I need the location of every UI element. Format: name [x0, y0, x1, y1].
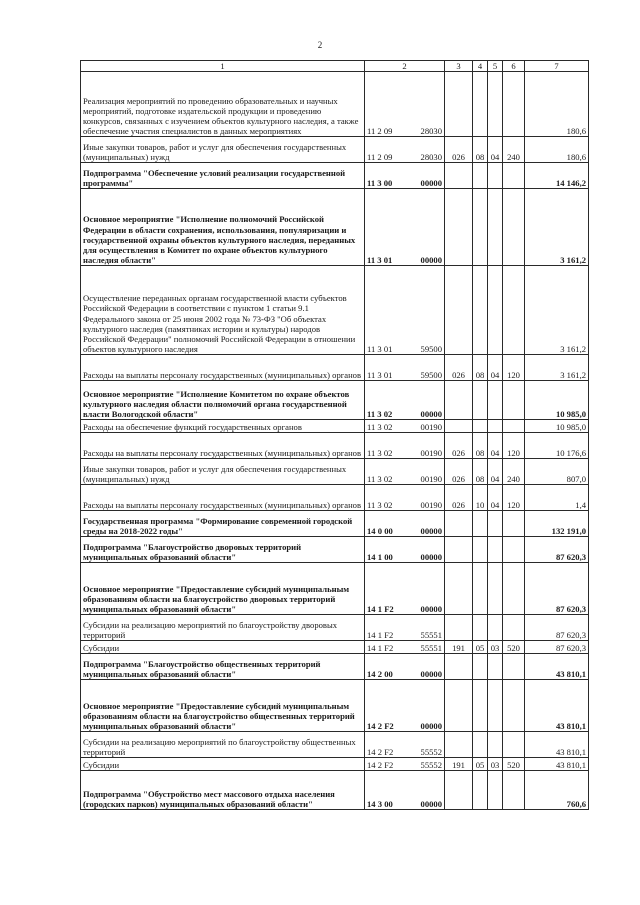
row-code-program: 11 3 01 [365, 355, 410, 381]
row-section: 08 [473, 433, 488, 459]
row-code-program: 14 0 00 [365, 511, 410, 537]
row-code-program: 11 2 09 [365, 72, 410, 137]
row-amount: 10 985,0 [525, 381, 589, 420]
row-ministry-code [445, 680, 473, 732]
row-amount: 10 985,0 [525, 420, 589, 433]
row-name: Подпрограмма "Благоустройство дворовых территорий муниципальных образований области" [81, 537, 365, 563]
row-subsection [488, 381, 503, 420]
table-row [81, 615, 589, 641]
row-ministry-code [445, 563, 473, 615]
row-code-direction: 00000 [410, 680, 445, 732]
row-section: 08 [473, 137, 488, 163]
row-section [473, 680, 488, 732]
row-section [473, 163, 488, 189]
row-expense-type: 240 [503, 459, 525, 485]
row-code-direction: 00190 [410, 420, 445, 433]
row-code-direction: 55552 [410, 758, 445, 771]
row-code-direction: 55551 [410, 641, 445, 654]
row-amount: 180,6 [525, 72, 589, 137]
row-ministry-code: 026 [445, 459, 473, 485]
row-ministry-code: 191 [445, 641, 473, 654]
row-expense-type: 240 [503, 137, 525, 163]
row-code-direction: 00190 [410, 433, 445, 459]
row-code-program: 14 1 00 [365, 537, 410, 563]
row-subsection [488, 615, 503, 641]
row-ministry-code [445, 381, 473, 420]
table-row [81, 189, 589, 266]
row-expense-type [503, 537, 525, 563]
row-name: Основное мероприятие "Предоставление субсидий муниципальным образованиям области на благоустройство общественных территорий муниципальных образований области" [81, 680, 365, 732]
header-col-7: 7 [525, 61, 589, 72]
table-row [81, 641, 589, 654]
table-row [81, 381, 589, 420]
page-number: 2 [317, 40, 323, 50]
row-section [473, 420, 488, 433]
row-name: Основное мероприятие "Предоставление субсидий муниципальным образованиям области на благоустройство дворовых территорий муниципальных образований области" [81, 563, 365, 615]
row-expense-type [503, 771, 525, 810]
table-row [81, 771, 589, 810]
row-section [473, 732, 488, 758]
row-name: Расходы на выплаты персоналу государственных (муниципальных) органов [81, 485, 365, 511]
row-code-program: 11 3 01 [365, 189, 410, 266]
header-col-3: 3 [445, 61, 473, 72]
row-ministry-code [445, 163, 473, 189]
row-amount: 807,0 [525, 459, 589, 485]
table-row [81, 420, 589, 433]
row-code-direction: 59500 [410, 355, 445, 381]
row-name: Реализация мероприятий по проведению образовательных и научных мероприятий, подготовке издательской продукции и проведению конкурсов, связанных с изучением объектов культурного наследия, а также обеспечение участия специалистов в данных мероприятиях [81, 72, 365, 137]
row-amount: 87 620,3 [525, 641, 589, 654]
row-amount: 3 161,2 [525, 355, 589, 381]
row-section [473, 771, 488, 810]
row-amount: 43 810,1 [525, 654, 589, 680]
table-row [81, 433, 589, 459]
row-code-program: 14 2 00 [365, 654, 410, 680]
row-subsection: 03 [488, 758, 503, 771]
row-name: Государственная программа "Формирование современной городской среды на 2018-2022 годы" [81, 511, 365, 537]
row-amount: 14 146,2 [525, 163, 589, 189]
row-expense-type: 520 [503, 641, 525, 654]
row-code-program: 14 3 00 [365, 771, 410, 810]
row-amount: 10 176,6 [525, 433, 589, 459]
row-subsection: 04 [488, 433, 503, 459]
row-code-direction: 59500 [410, 266, 445, 355]
row-code-program: 11 3 01 [365, 266, 410, 355]
row-section [473, 189, 488, 266]
table-row [81, 355, 589, 381]
row-ministry-code [445, 615, 473, 641]
row-name: Подпрограмма "Благоустройство общественных территорий муниципальных образований области" [81, 654, 365, 680]
table-row [81, 654, 589, 680]
row-subsection [488, 189, 503, 266]
row-code-direction: 28030 [410, 137, 445, 163]
header-col-2: 2 [365, 61, 445, 72]
row-subsection [488, 163, 503, 189]
row-amount: 180,6 [525, 137, 589, 163]
row-name: Основное мероприятие "Исполнение полномочий Российской Федерации в области сохранения, использования, популяризации и государственной охраны объектов культурного наследия, переданных для осуществления в Комитет по охране объектов культурного наследия области" [81, 189, 365, 266]
row-name: Субсидии на реализацию мероприятий по благоустройству дворовых территорий [81, 615, 365, 641]
row-code-direction: 00000 [410, 537, 445, 563]
row-code-direction: 00190 [410, 459, 445, 485]
row-code-program: 14 1 F2 [365, 563, 410, 615]
row-section [473, 266, 488, 355]
row-name: Осуществление переданных органам государственной власти субъектов Российской Федерации в соответствии с пунктом 1 статьи 9.1 Федерального закона от 25 июня 2002 года № 73-ФЗ "Об объектах культурного наследия (памятниках истории и культуры) народов Российской Федерации" полномочий Российской Федерации в отношении объектов культурного наследия [81, 266, 365, 355]
row-code-program: 11 3 02 [365, 381, 410, 420]
row-subsection [488, 732, 503, 758]
table-row [81, 511, 589, 537]
row-amount: 3 161,2 [525, 189, 589, 266]
row-amount: 43 810,1 [525, 680, 589, 732]
row-section: 08 [473, 459, 488, 485]
row-name: Иные закупки товаров, работ и услуг для обеспечения государственных (муниципальных) нужд [81, 459, 365, 485]
row-subsection [488, 654, 503, 680]
row-code-direction: 00000 [410, 511, 445, 537]
budget-table [80, 60, 589, 810]
table-row [81, 266, 589, 355]
table-row [81, 72, 589, 137]
row-subsection [488, 266, 503, 355]
row-amount: 3 161,2 [525, 266, 589, 355]
table-row [81, 758, 589, 771]
row-code-program: 14 2 F2 [365, 758, 410, 771]
row-expense-type [503, 563, 525, 615]
row-amount: 87 620,3 [525, 563, 589, 615]
row-subsection [488, 771, 503, 810]
row-expense-type [503, 266, 525, 355]
header-col-4: 4 [473, 61, 488, 72]
row-ministry-code: 026 [445, 355, 473, 381]
row-code-program: 14 2 F2 [365, 732, 410, 758]
row-subsection [488, 563, 503, 615]
row-ministry-code [445, 537, 473, 563]
row-section: 10 [473, 485, 488, 511]
row-name: Основное мероприятие "Исполнение Комитетом по охране объектов культурного наследия области полномочий органа государственной власти Вологодской области" [81, 381, 365, 420]
row-expense-type: 120 [503, 485, 525, 511]
row-section [473, 511, 488, 537]
table-row [81, 537, 589, 563]
row-section [473, 563, 488, 615]
row-expense-type [503, 163, 525, 189]
row-expense-type [503, 420, 525, 433]
row-subsection: 04 [488, 459, 503, 485]
row-code-direction: 55551 [410, 615, 445, 641]
row-ministry-code [445, 771, 473, 810]
row-section [473, 654, 488, 680]
row-code-direction: 00000 [410, 771, 445, 810]
row-name: Субсидии [81, 641, 365, 654]
table-row [81, 163, 589, 189]
row-code-direction: 00000 [410, 163, 445, 189]
row-subsection: 04 [488, 137, 503, 163]
header-col-1: 1 [81, 61, 365, 72]
row-code-program: 11 3 00 [365, 163, 410, 189]
row-code-direction: 00000 [410, 654, 445, 680]
row-amount: 1,4 [525, 485, 589, 511]
row-ministry-code [445, 511, 473, 537]
table-row [81, 732, 589, 758]
row-expense-type: 520 [503, 758, 525, 771]
row-expense-type [503, 72, 525, 137]
row-subsection: 03 [488, 641, 503, 654]
row-code-program: 11 3 02 [365, 485, 410, 511]
row-ministry-code [445, 420, 473, 433]
row-code-direction: 00000 [410, 563, 445, 615]
row-amount: 87 620,3 [525, 537, 589, 563]
row-expense-type [503, 511, 525, 537]
row-ministry-code [445, 654, 473, 680]
row-name: Субсидии [81, 758, 365, 771]
row-code-direction: 55552 [410, 732, 445, 758]
row-name: Расходы на выплаты персоналу государственных (муниципальных) органов [81, 355, 365, 381]
row-name: Подпрограмма "Обеспечение условий реализации государственной программы" [81, 163, 365, 189]
row-subsection: 04 [488, 355, 503, 381]
table-header-row [81, 61, 589, 72]
row-code-direction: 28030 [410, 72, 445, 137]
table-row [81, 137, 589, 163]
row-ministry-code: 191 [445, 758, 473, 771]
row-amount: 87 620,3 [525, 615, 589, 641]
table-row [81, 459, 589, 485]
row-expense-type [503, 654, 525, 680]
row-expense-type [503, 680, 525, 732]
row-code-program: 14 2 F2 [365, 680, 410, 732]
row-name: Субсидии на реализацию мероприятий по благоустройству общественных территорий [81, 732, 365, 758]
row-subsection: 04 [488, 485, 503, 511]
row-section: 05 [473, 641, 488, 654]
row-ministry-code: 026 [445, 433, 473, 459]
row-code-program: 11 2 09 [365, 137, 410, 163]
row-code-direction: 00000 [410, 189, 445, 266]
row-subsection [488, 511, 503, 537]
row-expense-type [503, 732, 525, 758]
row-code-program: 14 1 F2 [365, 615, 410, 641]
row-expense-type: 120 [503, 355, 525, 381]
row-code-program: 11 3 02 [365, 433, 410, 459]
header-col-5: 5 [488, 61, 503, 72]
row-expense-type [503, 381, 525, 420]
row-amount: 132 191,0 [525, 511, 589, 537]
row-section [473, 615, 488, 641]
row-ministry-code [445, 189, 473, 266]
row-subsection [488, 72, 503, 137]
row-name: Подпрограмма "Обустройство мест массового отдыха населения (городских парков) муниципальных образований области" [81, 771, 365, 810]
row-expense-type: 120 [503, 433, 525, 459]
row-subsection [488, 680, 503, 732]
row-subsection [488, 420, 503, 433]
row-name: Расходы на выплаты персоналу государственных (муниципальных) органов [81, 433, 365, 459]
table-row [81, 485, 589, 511]
row-code-direction: 00000 [410, 381, 445, 420]
row-ministry-code [445, 72, 473, 137]
row-code-program: 11 3 02 [365, 459, 410, 485]
row-ministry-code [445, 732, 473, 758]
row-name: Расходы на обеспечение функций государственных органов [81, 420, 365, 433]
row-section [473, 537, 488, 563]
row-amount: 760,6 [525, 771, 589, 810]
row-section: 08 [473, 355, 488, 381]
row-section [473, 72, 488, 137]
row-ministry-code [445, 266, 473, 355]
table-row [81, 563, 589, 615]
row-amount: 43 810,1 [525, 732, 589, 758]
row-code-program: 14 1 F2 [365, 641, 410, 654]
table-row [81, 680, 589, 732]
row-amount: 43 810,1 [525, 758, 589, 771]
header-col-6: 6 [503, 61, 525, 72]
row-subsection [488, 537, 503, 563]
row-section: 05 [473, 758, 488, 771]
row-expense-type [503, 189, 525, 266]
row-code-program: 11 3 02 [365, 420, 410, 433]
row-section [473, 381, 488, 420]
row-code-direction: 00190 [410, 485, 445, 511]
row-name: Иные закупки товаров, работ и услуг для обеспечения государственных (муниципальных) нужд [81, 137, 365, 163]
row-ministry-code: 026 [445, 485, 473, 511]
row-expense-type [503, 615, 525, 641]
row-ministry-code: 026 [445, 137, 473, 163]
